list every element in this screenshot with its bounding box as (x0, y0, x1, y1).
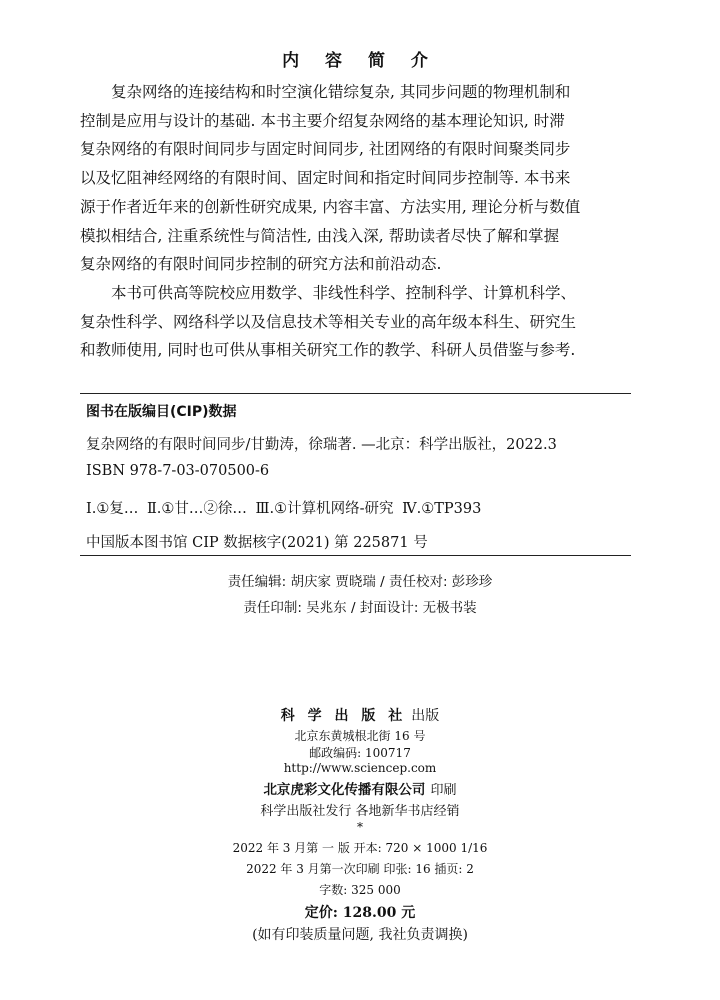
page-title: 内 容 简 介 (282, 51, 438, 71)
publisher-postcode: 邮政编码: 100717 (309, 746, 411, 760)
intro-line: 以及忆阻神经网络的有限时间、固定时间和指定时间同步控制等. 本书来 (80, 169, 571, 188)
publisher-name: 科 学 出 版 社 (280, 708, 407, 724)
word-count: 字数: 325 000 (319, 883, 401, 897)
edition-line: 2022 年 3 月第 一 版 开本: 720 × 1000 1/16 (232, 841, 488, 855)
editors-line-1: 责任编辑: 胡庆家 贾晓瑞 / 责任校对: 彭珍珍 (227, 574, 493, 590)
intro-section (80, 78, 640, 365)
cip-heading: 图书在版编目(CIP)数据 (86, 404, 237, 420)
price: 定价: 128.00 元 (304, 905, 416, 921)
cip-verification: 中国版本图书馆 CIP 数据核字(2021) 第 225871 号 (86, 535, 428, 551)
printer-name: 北京虎彩文化传播有限公司 (263, 782, 426, 798)
intro-line: 本书可供高等院校应用数学、非线性科学、控制科学、计算机科学、 (111, 283, 577, 302)
intro-line: 复杂网络的有限时间同步与固定时间同步, 社团网络的有限时间聚类同步 (80, 140, 571, 159)
intro-line: 复杂性科学、网络科学以及信息技术等相关专业的高年级本科生、研究生 (80, 312, 577, 331)
cip-top-rule (80, 393, 631, 394)
publisher-website: http://www.sciencep.com (283, 761, 437, 775)
cip-isbn: ISBN 978-7-03-070500-6 (86, 463, 270, 479)
cip-bottom-rule (80, 555, 631, 556)
publisher-suffix: 出版 (411, 708, 440, 724)
intro-line: 源于作者近年来的创新性研究成果, 内容丰富、方法实用, 理论分析与数值 (80, 197, 581, 216)
publisher-address: 北京东黄城根北街 16 号 (294, 729, 426, 743)
quality-notice: (如有印装质量问题, 我社负责调换) (252, 927, 468, 943)
intro-line: 模拟相结合, 注重系统性与简洁性, 由浅入深, 帮助读者尽快了解和掌握 (80, 226, 560, 245)
intro-paragraph-1 (80, 78, 640, 279)
intro-paragraph-2 (80, 279, 640, 365)
editors-line-2: 责任印制: 吴兆东 / 封面设计: 无极书装 (243, 600, 477, 616)
printing-line: 2022 年 3 月第一次印刷 印张: 16 插页: 2 (246, 862, 474, 876)
intro-line: 和教师使用, 同时也可供从事相关研究工作的教学、科研人员借鉴与参考. (80, 341, 576, 360)
printer-suffix: 印刷 (430, 783, 457, 798)
printer-line (0, 778, 720, 798)
intro-line: 控制是应用与设计的基础. 本书主要介绍复杂网络的基本理论知识, 时滞 (80, 111, 565, 130)
publisher-line (0, 705, 720, 725)
separator-star: * (357, 820, 363, 834)
distribution-line: 科学出版社发行 各地新华书店经销 (260, 804, 460, 819)
cip-classification: Ⅰ.①复… Ⅱ.①甘…②徐… Ⅲ.①计算机网络-研究 Ⅳ.①TP393 (86, 501, 482, 517)
intro-line: 复杂网络的有限时间同步控制的研究方法和前沿动态. (80, 255, 442, 274)
cip-record: 复杂网络的有限时间同步/甘勤涛，徐瑞著. —北京：科学出版社，2022.3 (86, 437, 557, 453)
intro-line: 复杂网络的连接结构和时空演化错综复杂, 其同步问题的物理机制和 (111, 83, 571, 101)
